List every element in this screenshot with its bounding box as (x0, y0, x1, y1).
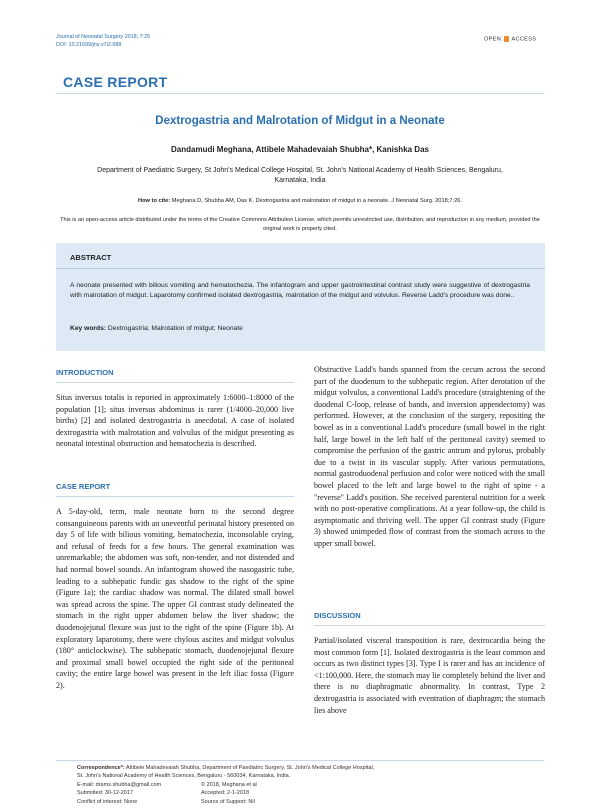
divider (314, 625, 545, 626)
open-access-badge: OPEN ACCESS (484, 36, 537, 43)
discussion-heading: DISCUSSION (314, 611, 361, 620)
footer (77, 764, 537, 806)
divider (56, 496, 294, 497)
submitted-date: Submitted: 30-12-2017 (77, 790, 133, 797)
footer-divider (56, 760, 544, 761)
case-report-heading: CASE REPORT (56, 482, 111, 491)
abstract-text: A neonate presented with bilious vomiting and hematochezia. The infantogram and upper gastrointestinal contrast study were suggestive of dextrogastria with malrotation of midgut. Laparotomy confirmed isolated dextrogastria, malrotation of the midgut and volvulus. Reverse Ladd's procedure was done.. (70, 282, 530, 299)
case-report-text: A 5-day-old, term, male neonate born to the second degree consanguineous parents with an uneventful perinatal history presented on day 5 of life with bilious vomiting, hematochezia, inconsolable crying, and refusal of feeds for a few hours. The general examination was unremarkable; the abdomen was soft, non-tender, and not distended and had normal bowel sounds. An infantogram showed the nasogastric tube, leading to a subhepatic fundic gas shadow to the right of the spine (Figure 1a); the cardiac shadow was normal. The dilated small bowel was spread across the spine. The upper GI contrast study delineated the stomach in the right upper abdomen below the liver shadow; the duodenojejunal flexure was just to the right of the spine (Figure 1b). At exploratory laparotomy, there were chylous ascites and midgut volvulus (180° anticlockwise). The subhepatic stomach, duodenojejunal flexure and proximal small bowel occupied the right side of the peritoneal cavity; the entire large bowel was present in the left iliac fossa (Figure 2). (56, 507, 294, 690)
journal-citation (56, 33, 150, 49)
article-type: CASE REPORT (63, 74, 168, 90)
license-statement: This is an open-access article distributed under the terms of the Creative Commons Attribution License, which permits unrestricted use, distribution, and reproduction in any medium, provided the original work is properly cited. (60, 217, 540, 232)
copyright: © 2018, Meghana et al (201, 781, 257, 788)
keywords: Key words: Dextrogastria; Malrotation of midgut; Neonate (70, 325, 243, 332)
accepted-date: Accepted: 2-1-2018 (201, 790, 250, 797)
abstract-divider (56, 268, 545, 269)
article-title: Dextrogastria and Malrotation of Midgut in a Neonate (155, 115, 445, 127)
divider (56, 93, 544, 94)
introduction-text: Situs inversus totalis is reported in approximately 1:6000–1:8000 of the population [1]; situs inversus abdominus is rarer (1/4000–20,000 live births) [2] and isolated dextrogastria is anecdotal. A case of isolated dextrogastria with malrotation and volvulus of the midgut presenting as neonatal intestinal obstruction and hematochezia is described. (56, 393, 294, 449)
abstract-heading: ABSTRACT (70, 253, 112, 262)
open-access-lock-icon (504, 36, 509, 42)
correspondence: Correspondence*: Attibele Mahadevaiah Shubha, Department of Paediatric Surgery, St. John's Medical College Hospital, (77, 765, 375, 771)
doi: DOI: 10.21699/jns.v7i2.688 (56, 42, 122, 48)
journal-name: Journal of Neonatal Surgery 2018; 7:26 (56, 34, 151, 40)
how-to-cite: How to cite: Meghana D, Shubha AM, Das K. Dextrogastria and malrotation of midgut in a neonate. J Neonatal Surg. 2018;7:26. (137, 198, 463, 204)
source-of-support: Source of Support: Nil (201, 798, 255, 805)
email: E-mail: drams.shubha@gmail.com (77, 781, 162, 788)
discussion-text: Partial/isolated visceral transposition is rare, dextrocardia being the most common form [1]. Isolated dextrogastria is the least common and occurs as two distinct types [3]. Type I is rarer and has an incidence of <1:100,000. Here, the stomach may lie completely behind the liver and there is no diaphragmatic abnormality. In contrast, Type 2 dextrogastria is associated with eventration of diaphragm; the stomach lies above (314, 636, 545, 715)
authors: Dandamudi Meghana, Attibele Mahadevaiah Shubha*, Kanishka Das (171, 145, 429, 154)
affiliation: Department of Paediatric Surgery, St John's Medical College Hospital, St. John's National Academy of Health Sciences, Bengaluru, Karnataka, India (97, 167, 503, 184)
conflict-of-interest: Conflict of interest: None (77, 798, 138, 805)
divider (56, 382, 294, 383)
case-report-continued: Obstructive Ladd's bands spanned from the cecum across the second part of the duodenum to the subhepatic region. After derotation of the midgut volvulus, a conventional Ladd's procedure (straightening of the duodenal C-loop, release of bands, and inversion appendectomy) was performed. However, at the conclusion of the surgery, repositing the bowel as in a conventional Ladd's procedure (small bowel in the right half, large bowel in the left half of the peritoneal cavity) seemed to compromise the perfusion of the gastric antrum and pylorus, probably due to a twist in its vascular supply. After various permutations, normal gastroduodenal perfusion and color were noticed with the small bowel placed to the left and large bowel to the right of spine - a "reverse" Ladd's position. She received parenteral nutrition for a week with no post-operative complications. At a year follow-up, the child is asymptomatic and thriving well. The upper GI contrast study (Figure 3) showed unimpeded flow of contrast from the stomach across to the upper small bowel. (314, 365, 545, 548)
correspondence-address: St. John's National Academy of Health Sciences, Bengaluru - 560034, Karnataka, India. (77, 773, 291, 780)
introduction-heading: INTRODUCTION (56, 368, 114, 377)
